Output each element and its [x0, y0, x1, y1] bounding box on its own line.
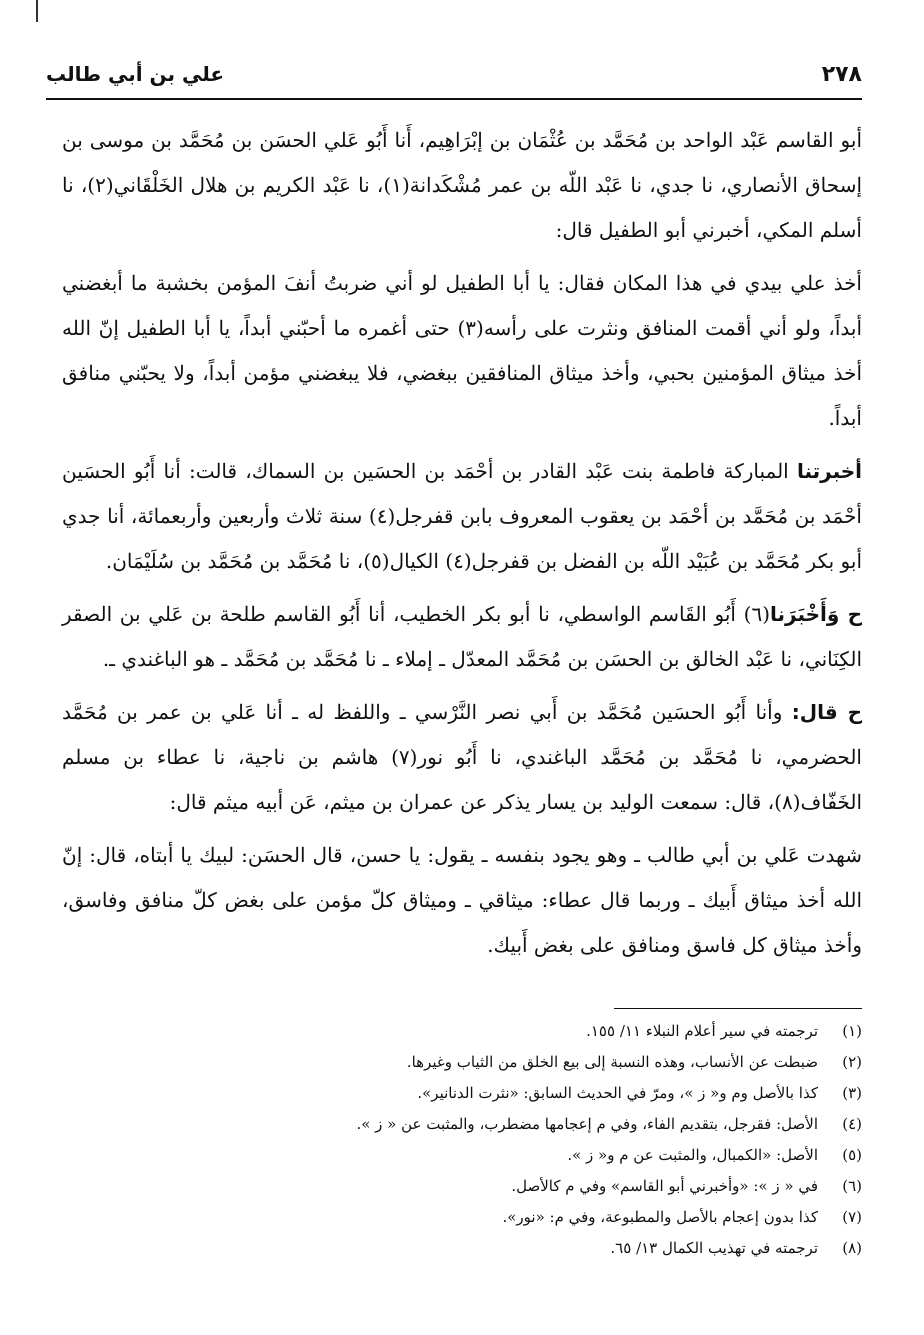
footnote-number: (٢) [842, 1053, 862, 1071]
footnote [62, 1078, 862, 1109]
footnote-number: (٨) [842, 1239, 862, 1257]
footnote-number: (٧) [842, 1208, 862, 1226]
paragraph [62, 261, 862, 441]
paragraph-text: أبو القاسم عَبْد الواحد بن مُحَمَّد بن عُثْمَان بن إبْرَاهِيم، أَنا أَبُو عَلي الحسَن بن مُحَمَّد بن موسى بن إسحاق الأنصاري، نا جدي، نا عَبْد اللّه بن عمر مُشْكَدانة(١)، نا عَبْد الكريم بن هلال الخَلْقَاني(٢)، نا أسلم المكي، أخبرني أبو الطفيل قال: [62, 128, 863, 242]
page-edge-mark [36, 0, 38, 22]
paragraph-lead: أخبرتنا [796, 459, 862, 483]
footnotes [62, 1016, 862, 1264]
footnote-number: (٤) [842, 1115, 862, 1133]
footnote-separator [614, 1008, 862, 1009]
footnote-number: (٣) [842, 1084, 862, 1102]
paragraph [62, 118, 862, 253]
footnote-text: ترجمته في سير أعلام النبلاء ١١/ ١٥٥. [586, 1022, 818, 1040]
footnote-number: (٦) [842, 1177, 862, 1195]
page-header [46, 62, 862, 100]
main-text [62, 118, 862, 976]
paragraph-text: وأنا أَبُو الحسَين مُحَمَّد بن أَبي نصر النَّرْسي ـ واللفظ له ـ أنا عَلي بن عمر بن مُحَمَّد الحضرمي، نا مُحَمَّد بن مُحَمَّد الباغندي، نا أَبُو نور(٧) هاشم بن ناجية، نا عطاء بن مسلم الخَفّاف(٨)، قال: سمعت الوليد بن يسار يذكر عن عمران بن ميثم، عَن أبيه ميثم قال: [62, 700, 862, 814]
running-title: علي بن أبي طالب [46, 62, 225, 86]
paragraph-text: المباركة فاطمة بنت عَبْد القادر بن أحْمَد بن الحسَين بن السماك، قالت: أنا أَبُو الحسَين أحْمَد بن مُحَمَّد بن أحْمَد بن يعقوب المعروف بابن قفرجل(٤) سنة ثلاث وأربعين وأربعمائة، أنا جدي أبو بكر مُحَمَّد بن عُبَيْد اللّه بن الفضل بن قفرجل(٤) الكيال(٥)، نا مُحَمَّد بن مُحَمَّد بن سُلَيْمَان. [62, 459, 862, 573]
footnote-number: (٥) [842, 1146, 862, 1164]
footnote-text: كذا بالأصل وم و« ز »، ومرّ في الحديث السابق: «نثرت الدنانير». [417, 1084, 818, 1102]
paragraph [62, 690, 862, 825]
footnote-text: في « ز »: «وأخبرني أبو القاسم» وفي م كالأصل. [511, 1177, 818, 1195]
footnote-text: ترجمته في تهذيب الكمال ١٣/ ٦٥. [610, 1239, 818, 1257]
footnote [62, 1109, 862, 1140]
footnote-text: ضبطت عن الأنساب، وهذه النسبة إلى بيع الخلق من الثياب وغيرها. [406, 1053, 818, 1071]
footnote [62, 1202, 862, 1233]
page-number: ٢٧٨ [821, 62, 862, 87]
footnote [62, 1171, 862, 1202]
footnote-text: كذا بدون إعجام بالأصل والمطبوعة، وفي م: «نور». [502, 1208, 818, 1226]
paragraph [62, 592, 862, 682]
paragraph-text: أخذ علي بيدي في هذا المكان فقال: يا أبا الطفيل لو أني ضربتُ أنفَ المؤمن بخشبة ما أبغضني أبداً، ولو أني أقمت المنافق ونثرت على رأسه(٣) حتى أغمره ما أحبّني أبداً، يا أبا الطفيل إنّ الله أخذ ميثاق المؤمنين بحبي، وأخذ ميثاق المنافقين ببغضي، فلا يبغضني مؤمن أبداً، ولا يحبّني منافق أبداً. [62, 271, 863, 430]
paragraph [62, 449, 862, 584]
footnote [62, 1140, 862, 1171]
footnote-text: الأصل: فقرجل، بتقديم الفاء، وفي م إعجامها مضطرب، والمثبت عن « ز ». [356, 1115, 818, 1133]
footnote [62, 1016, 862, 1047]
footnote [62, 1233, 862, 1264]
footnote [62, 1047, 862, 1078]
paragraph [62, 833, 862, 968]
footnote-number: (١) [842, 1022, 862, 1040]
paragraph-lead: ح وَأَخْبَرَنا [770, 602, 863, 626]
paragraph-lead: ح قال: [791, 700, 863, 724]
footnote-text: الأصل: «الكمبال، والمثبت عن م و« ز ». [567, 1146, 818, 1164]
paragraph-text: (٦) أَبُو القَاسم الواسطي، نا أبو بكر الخطيب، أنا أَبُو القاسم طلحة بن عَلي بن الصقر الكِنَاني، نا عَبْد الخالق بن الحسَن بن مُحَمَّد المعدّل ـ إملاء ـ نا مُحَمَّد بن مُحَمَّد ـ هو الباغندي ـ. [62, 602, 862, 671]
paragraph-text: شهدت عَلي بن أبي طالب ـ وهو يجود بنفسه ـ يقول: يا حسن، قال الحسَن: لبيك يا أبتاه، قال: إنّ الله أخذ ميثاق أَبيك ـ وربما قال عطاء: ميثاقي ـ وميثاق كلّ مؤمن على بغض كلّ منافق وفاسق، وأخذ ميثاق كل فاسق ومنافق على بغض أَبيك. [62, 843, 862, 957]
